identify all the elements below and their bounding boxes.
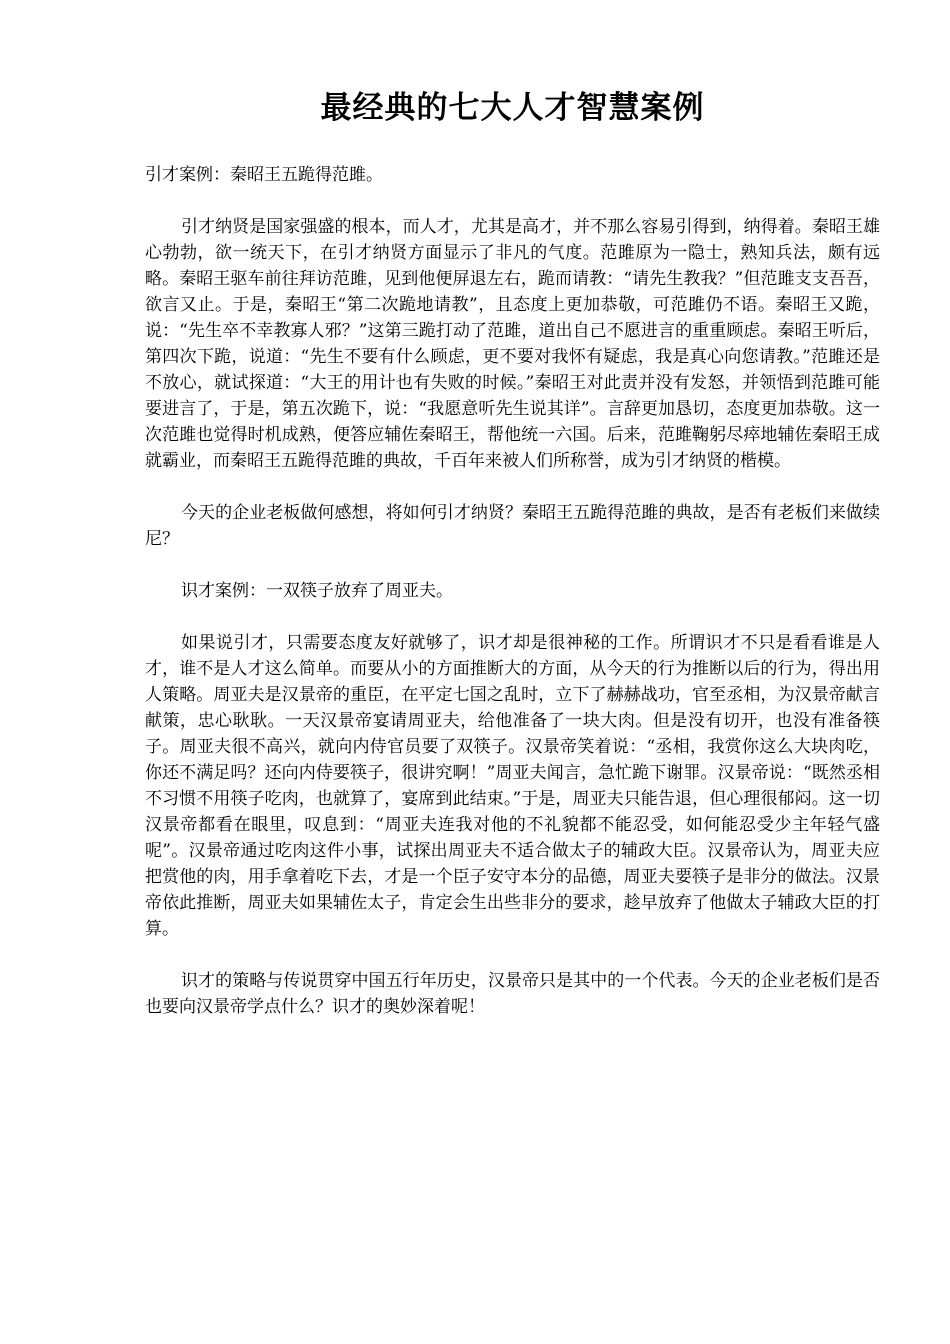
paragraph-identify-story: 如果说引才，只需要态度友好就够了，识才却是很神秘的工作。所谓识才不只是看看谁是人才，谁不是人才这么简单。而要从小的方面推断大的方面，从今天的行为推断以后的行为，得出用人策略。周亚夫是汉景帝的重臣，在平定七国之乱时，立下了赫赫战功，官至丞相，为汉景帝献言献策，忠心耿耿。一天汉景帝宴请周亚夫，给他准备了一块大肉。但是没有切开，也没有准备筷子。周亚夫很不高兴，就向内侍官员要了双筷子。汉景帝笑着说：“丞相，我赏你这么大块肉吃，你还不满足吗？还向内侍要筷子，很讲究啊！”周亚夫闻言，急忙跪下谢罪。汉景帝说：“既然丞相不习惯不用筷子吃肉，也就算了，宴席到此结束。”于是，周亚夫只能告退，但心理很郁闷。这一切汉景帝都看在眼里，叹息到：“周亚夫连我对他的不礼貌都不能忍受，如何能忍受少主年轻气盛呢”。汉景帝通过吃肉这件小事，试探出周亚夫不适合做太子的辅政大臣。汉景帝认为，周亚夫应把赏他的肉，用手拿着吃下去，才是一个臣子安守本分的品德，周亚夫要筷子是非分的做法。汉景帝依此推断，周亚夫如果辅佐太子，肯定会生出些非分的要求，趁早放弃了他做太子辅政大臣的打算。 <box>145 633 880 939</box>
paragraph-identify-reflection: 识才的策略与传说贯穿中国五行年历史，汉景帝只是其中的一个代表。今天的企业老板们是否也要向汉景帝学点什么？识才的奥妙深着呢！ <box>145 971 880 1017</box>
document-body <box>145 162 880 1046</box>
paragraph-recruit-reflection: 今天的企业老板做何感想，将如何引才纳贤？秦昭王五跪得范雎的典故，是否有老板们来做续尼？ <box>145 503 880 549</box>
document-title: 最经典的七大人才智慧案例 <box>320 90 705 126</box>
case-heading-identify: 识才案例：一双筷子放弃了周亚夫。 <box>181 581 453 601</box>
paragraph-recruit-story: 引才纳贤是国家强盛的根本，而人才，尤其是高才，并不那么容易引得到，纳得着。秦昭王雄心勃勃，欲一统天下，在引才纳贤方面显示了非凡的气度。范雎原为一隐士，熟知兵法，颇有远略。秦昭王驱车前往拜访范雎，见到他便屏退左右，跪而请教：“请先生教我？”但范雎支支吾吾，欲言又止。于是，秦昭王“第二次跪地请教”，且态度上更加恭敬，可范雎仍不语。秦昭王又跪，说：“先生卒不幸教寡人邪？”这第三跪打动了范雎，道出自己不愿进言的重重顾虑。秦昭王听后，第四次下跪，说道：“先生不要有什么顾虑，更不要对我怀有疑虑，我是真心向您请教。”范雎还是不放心，就试探道：“大王的用计也有失败的时候。”秦昭王对此责并没有发怒，并领悟到范雎可能要进言了，于是，第五次跪下，说：“我愿意听先生说其详”。言辞更加恳切，态度更加恭敬。这一次范雎也觉得时机成熟，便答应辅佐秦昭王，帮他统一六国。后来，范雎鞠躬尽瘁地辅佐秦昭王成就霸业，而秦昭王五跪得范雎的典故，千百年来被人们所称誉，成为引才纳贤的楷模。 <box>145 217 880 471</box>
case-heading-recruit: 引才案例：秦昭王五跪得范雎。 <box>145 165 383 185</box>
